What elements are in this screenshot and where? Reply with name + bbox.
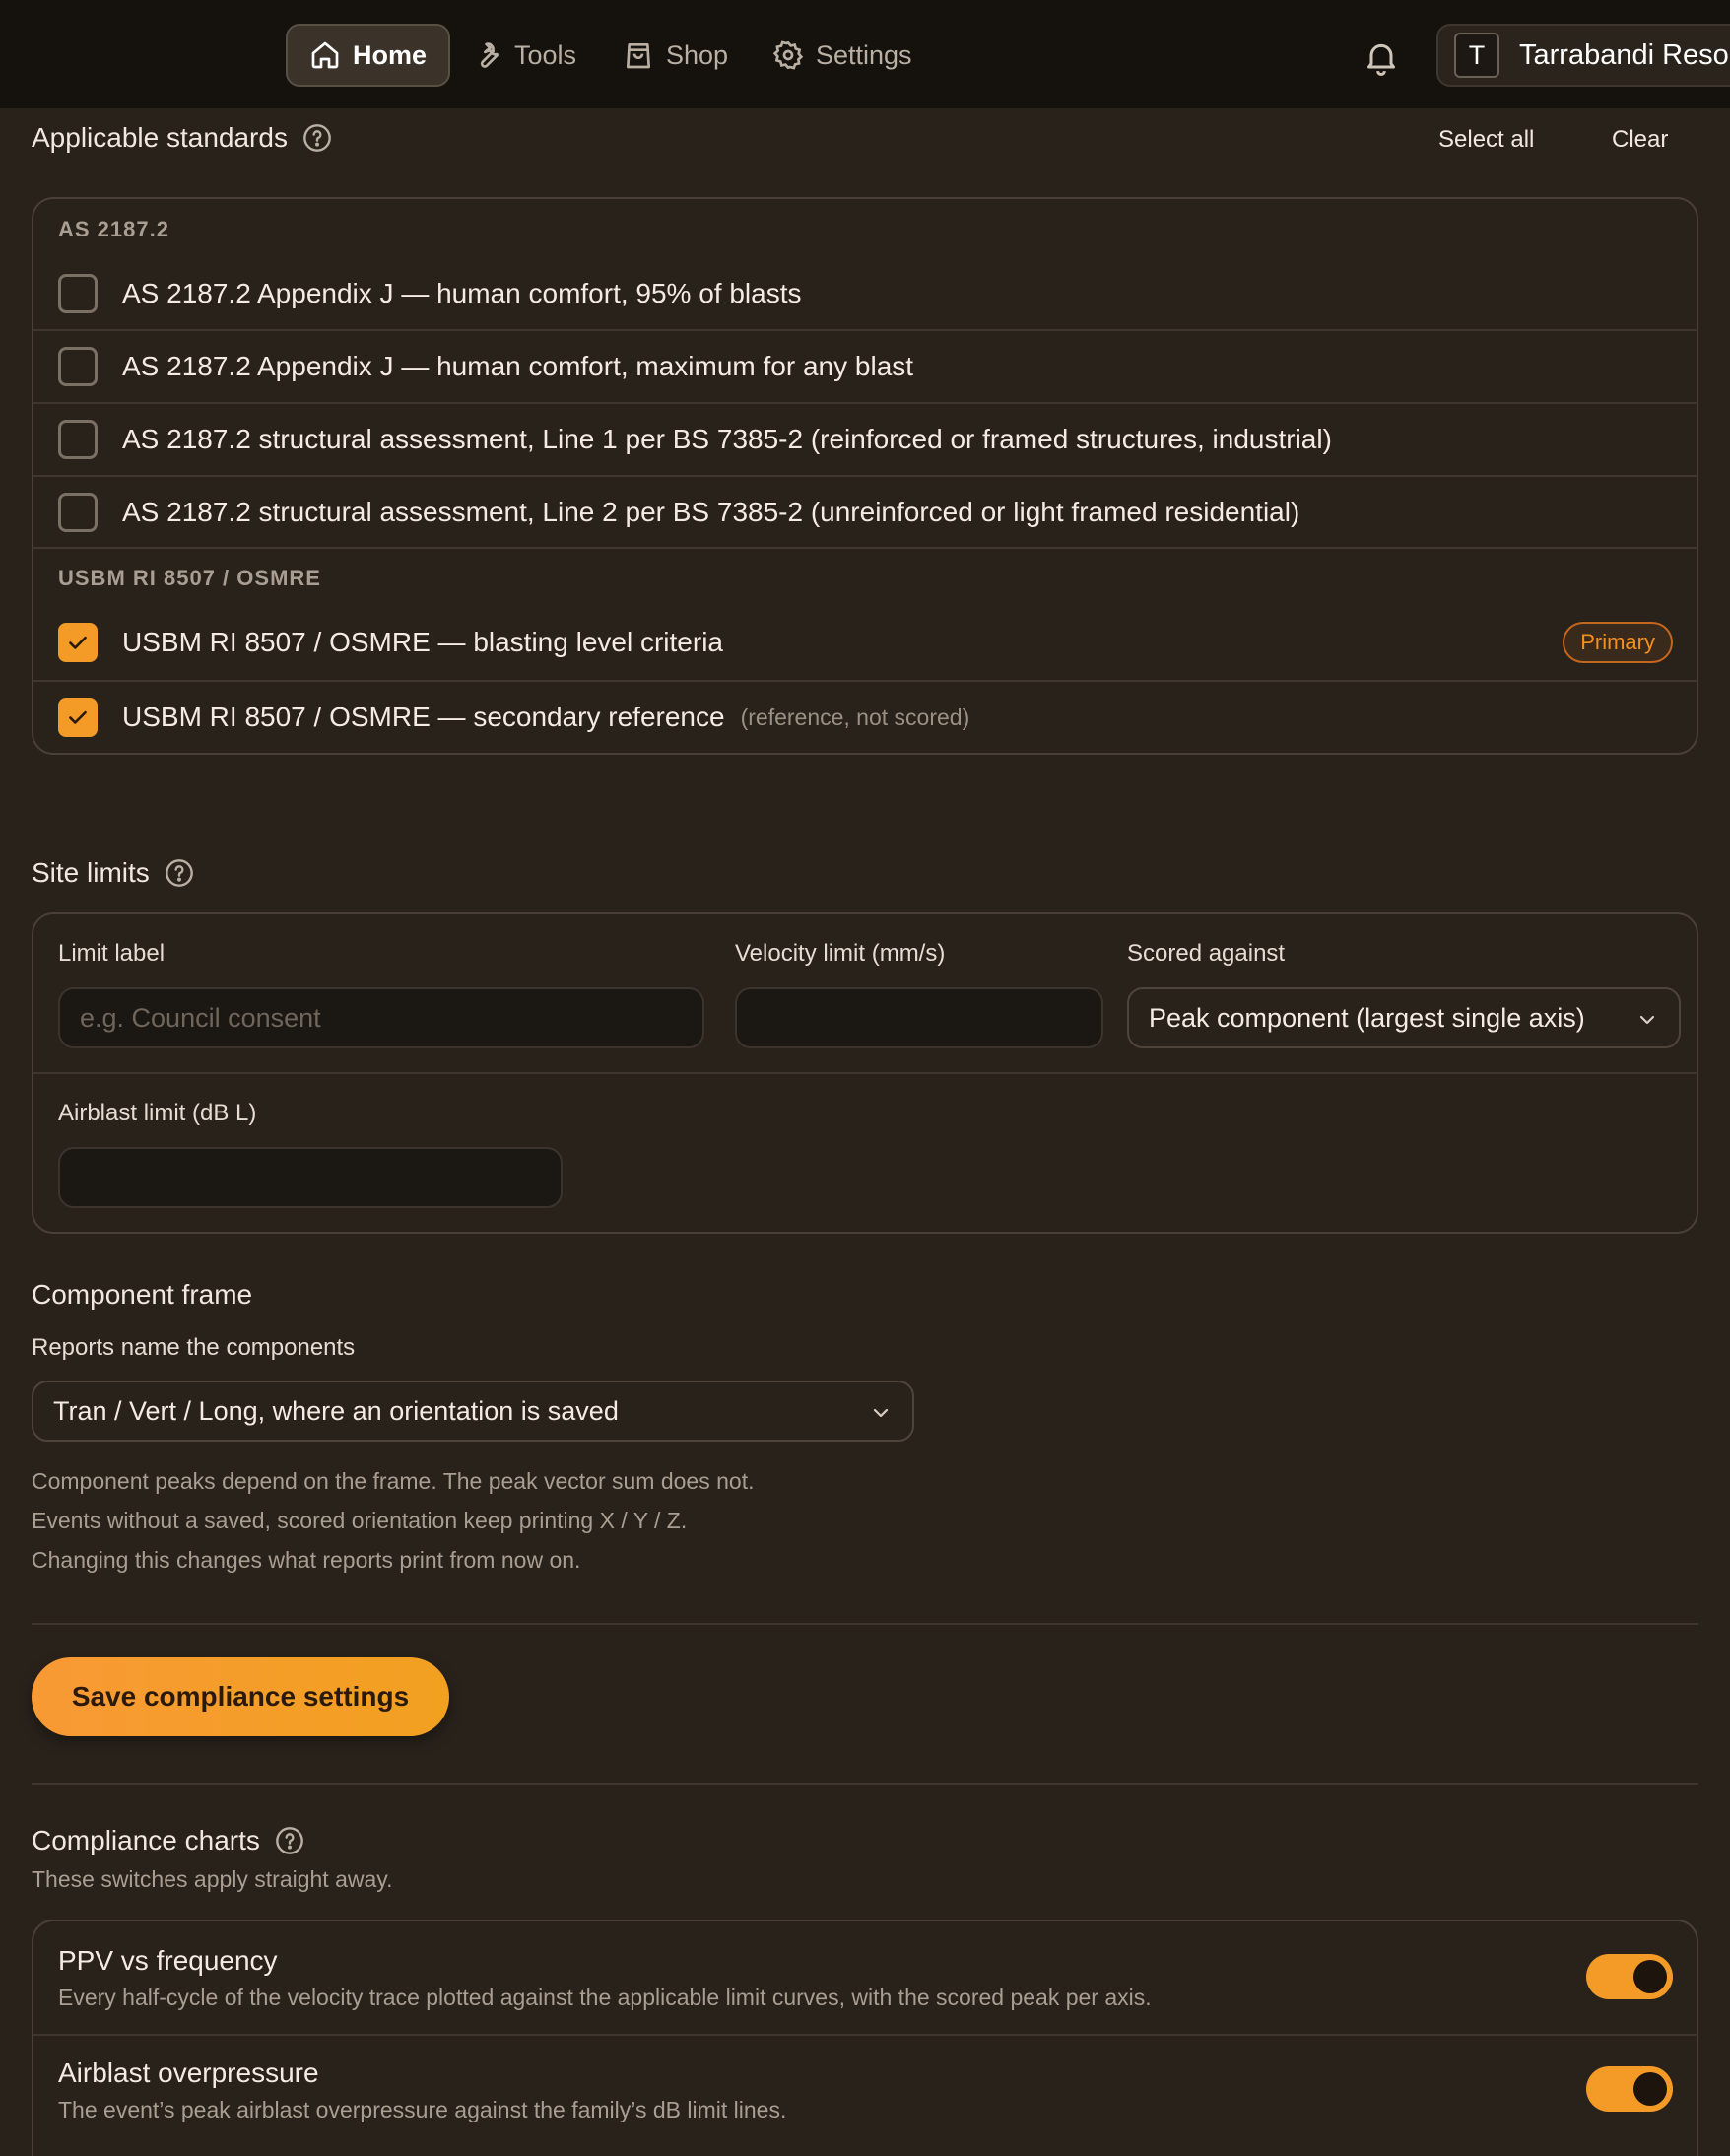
airblast-toggle[interactable]: [1586, 2066, 1673, 2112]
limit-label-label: Limit label: [58, 940, 166, 967]
group-divider: [33, 547, 1697, 549]
scored-against-label: Scored against: [1127, 940, 1286, 967]
component-frame-select[interactable]: [32, 1381, 914, 1442]
standard-row[interactable]: [33, 606, 1697, 679]
chart-toggle-title: Airblast overpressure: [58, 2057, 319, 2088]
ppv-toggle[interactable]: [1586, 1954, 1673, 1999]
nav-home[interactable]: [286, 24, 450, 87]
limits-divider: [33, 1072, 1697, 1074]
standard-row[interactable]: [33, 329, 1697, 402]
component-frame-value: Tran / Vert / Long, where an orientation is saved: [53, 1395, 619, 1426]
standard-row[interactable]: [33, 680, 1697, 753]
group-label-as2187: AS 2187.2: [58, 217, 169, 241]
site-limits-heading: [32, 857, 195, 889]
section-divider: [32, 1783, 1698, 1785]
nav-home-label: Home: [353, 39, 428, 70]
nav-settings[interactable]: [751, 24, 934, 87]
save-compliance-button[interactable]: Save compliance settings: [32, 1657, 449, 1736]
velocity-limit-input[interactable]: [735, 987, 1103, 1048]
nav-shop[interactable]: [601, 24, 750, 87]
scored-against-select[interactable]: [1127, 987, 1681, 1048]
chart-toggle-row: [33, 2034, 1697, 2144]
standard-row[interactable]: [33, 475, 1697, 548]
airblast-limit-input[interactable]: [58, 1147, 563, 1208]
standard-checkbox[interactable]: [58, 347, 98, 386]
toggle-knob: [1633, 1960, 1667, 1993]
standard-label: AS 2187.2 Appendix J — human comfort, 95% of blasts: [122, 278, 802, 308]
standard-checkbox[interactable]: [58, 274, 98, 313]
standard-checkbox[interactable]: [58, 698, 98, 737]
standard-label: AS 2187.2 structural assessment, Line 2 per BS 7385-2 (unreinforced or light framed residential): [122, 497, 1300, 527]
site-limits-title: Site limits: [32, 857, 150, 888]
avatar: T: [1454, 33, 1499, 78]
top-nav-bar: [0, 0, 1730, 108]
home-icon: [309, 39, 341, 71]
bell-icon[interactable]: [1362, 37, 1401, 77]
chart-toggle-row: [33, 1921, 1697, 2032]
clear-button[interactable]: Clear: [1612, 126, 1669, 153]
nav-settings-label: Settings: [816, 39, 912, 70]
component-frame-help: Component peaks depend on the frame. The peak vector sum does not.: [32, 1468, 755, 1494]
limit-label-input[interactable]: e.g. Council consent: [58, 987, 704, 1048]
gear-icon: [772, 39, 804, 71]
component-frame-label: Reports name the components: [32, 1334, 356, 1361]
chevron-down-icon: [1635, 1008, 1659, 1032]
standard-note: (reference, not scored): [740, 704, 970, 730]
standards-card: [32, 197, 1698, 755]
help-icon[interactable]: [274, 1825, 305, 1856]
group-label-usbm: USBM RI 8507 / OSMRE: [58, 566, 321, 590]
nav-tools-label: Tools: [514, 39, 577, 70]
section-divider: [32, 1623, 1698, 1625]
chart-toggle-description: Every half-cycle of the velocity trace plotted against the applicable limit curves, with the scored peak per axis.: [58, 1985, 1152, 2010]
nav-tools[interactable]: [449, 24, 598, 87]
component-frame-help: Events without a saved, scored orientation keep printing X / Y / Z.: [32, 1508, 688, 1533]
charts-title: Compliance charts: [32, 1825, 260, 1855]
nav-shop-label: Shop: [666, 39, 729, 70]
account-name: Tarrabandi Reso: [1519, 38, 1729, 71]
chevron-down-icon: [869, 1401, 893, 1425]
standards-title: Applicable standards: [32, 122, 288, 153]
standard-label: AS 2187.2 structural assessment, Line 1 per BS 7385-2 (reinforced or framed structures, industrial): [122, 424, 1332, 454]
airblast-limit-label: Airblast limit (dB L): [58, 1100, 257, 1126]
standard-checkbox[interactable]: [58, 420, 98, 459]
primary-badge: Primary: [1563, 622, 1673, 663]
standard-label: USBM RI 8507 / OSMRE — blasting level criteria: [122, 627, 723, 657]
standard-checkbox[interactable]: [58, 623, 98, 662]
chart-toggle-description: The event’s peak airblast overpressure against the family’s dB limit lines.: [58, 2097, 787, 2122]
standard-row[interactable]: [33, 402, 1697, 475]
wrench-icon: [471, 39, 502, 71]
check-icon: [65, 630, 91, 655]
component-frame-help: Changing this changes what reports print from now on.: [32, 1547, 581, 1573]
scored-against-value: Peak component (largest single axis): [1149, 1002, 1585, 1033]
standard-label: USBM RI 8507 / OSMRE — secondary reference: [122, 702, 725, 732]
charts-heading: [32, 1825, 305, 1856]
standard-row[interactable]: [33, 257, 1697, 330]
standard-checkbox[interactable]: [58, 493, 98, 532]
toggle-knob: [1633, 2072, 1667, 2106]
component-frame-title: Component frame: [32, 1279, 253, 1310]
shopping-bag-icon: [623, 39, 654, 71]
standards-heading: [32, 122, 333, 154]
velocity-limit-label: Velocity limit (mm/s): [735, 940, 946, 967]
select-all-button[interactable]: Select all: [1438, 126, 1535, 153]
check-icon: [65, 705, 91, 730]
standard-label: AS 2187.2 Appendix J — human comfort, maximum for any blast: [122, 351, 914, 381]
site-limits-card: [32, 912, 1698, 1234]
help-icon[interactable]: [164, 857, 195, 889]
charts-subtitle: These switches apply straight away.: [32, 1866, 393, 1892]
account-menu[interactable]: [1436, 24, 1730, 87]
chart-toggle-title: PPV vs frequency: [58, 1945, 278, 1976]
help-icon[interactable]: [301, 122, 333, 154]
charts-card: [32, 1920, 1698, 2156]
